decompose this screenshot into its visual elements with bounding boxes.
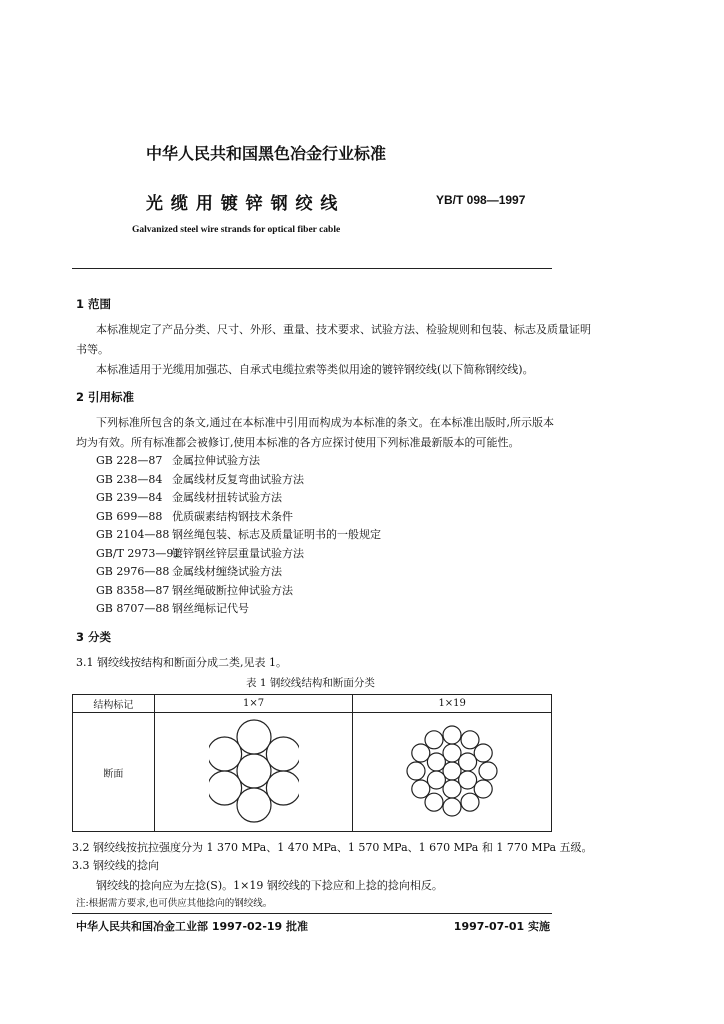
approval-statement: 中华人民共和国冶金工业部 1997-02-19 批准 (76, 920, 309, 933)
english-title: Galvanized steel wire strands for optical fiber cable (132, 225, 341, 235)
paragraph-line: 本标准规定了产品分类、尺寸、外形、重量、技术要求、试验方法、检验规则和包装、标志及质量证明 (96, 323, 591, 336)
reference-title: 金属线材缠绕试验方法 (172, 565, 282, 578)
note: 注:根据需方要求,也可供应其他捻向的钢绞线。 (76, 898, 273, 909)
section-heading: 2 引用标准 (76, 390, 135, 404)
reference-code: GB 699—88 (96, 509, 163, 523)
paragraph-line: 书等。 (76, 343, 109, 356)
reference-code: GB 228—87 (96, 454, 163, 467)
standard-number: YB/T 098—1997 (436, 193, 526, 207)
paragraph-line: 均为有效。所有标准都会被修订,使用本标准的各方应探讨使用下列标准最新版本的可能性。 (76, 436, 520, 449)
reference-item (96, 451, 381, 471)
reference-title: 金属拉伸试验方法 (172, 454, 260, 467)
reference-code: GB 239—84 (96, 491, 163, 504)
classification-table (72, 694, 552, 832)
reference-title: 钢丝绳标记代号 (172, 602, 249, 615)
section-heading: 3 分类 (76, 630, 112, 644)
reference-title: 镀锌钢丝锌层重量试验方法 (172, 546, 304, 560)
footer-rule (72, 913, 552, 914)
cross-section-1x19-diagram (402, 716, 502, 826)
section-heading: 1 范围 (76, 297, 112, 311)
reference-item (96, 470, 381, 490)
reference-title: 金属线材反复弯曲试验方法 (172, 472, 304, 486)
implementation-date: 1997-07-01 实施 (453, 920, 550, 933)
table-row (73, 713, 552, 832)
clause-3-3-text: 钢绞线的捻向应为左捻(S)。1×19 钢绞线的下捻应和上捻的捻向相反。 (96, 879, 443, 892)
table-header-cell: 结构标记 (73, 695, 155, 713)
header-rule (72, 268, 552, 269)
reference-item (96, 581, 381, 601)
table-row-label: 断面 (73, 713, 155, 832)
table-header-cell: 1×7 (154, 695, 353, 713)
cross-section-1x7-cell (154, 713, 353, 832)
cross-section-1x7-diagram (209, 716, 299, 826)
reference-code: GB 8707—88 (96, 602, 170, 615)
paragraph-line: 本标准适用于光缆用加强芯、自承式电缆拉索等类似用途的镀锌钢绞线(以下简称钢绞线)。 (96, 363, 534, 376)
reference-item (96, 507, 381, 527)
paragraph-line: 下列标准所包含的条文,通过在本标准中引用而构成为本标准的条文。在本标准出版时,所示版本 (96, 416, 554, 429)
reference-code: GB 2976—88 (96, 565, 170, 578)
reference-list (96, 451, 381, 619)
table-header-row (73, 695, 552, 713)
table-caption: 表 1 钢绞线结构和断面分类 (246, 677, 375, 689)
cross-section-1x19-cell (353, 713, 552, 832)
clause-3-2: 3.2 钢绞线按抗拉强度分为 1 370 MPa、1 470 MPa、1 570 MPa、1 670 MPa 和 1 770 MPa 五级。 (72, 841, 593, 854)
document-title: 光 缆 用 镀 锌 钢 绞 线 (146, 194, 339, 214)
reference-title: 钢丝绳破断拉伸试验方法 (172, 583, 293, 597)
reference-code: GB 2104—88 (96, 528, 170, 541)
standard-category: 中华人民共和国黑色冶金行业标准 (146, 144, 387, 163)
reference-code: GB 238—84 (96, 472, 163, 486)
table-header-cell: 1×19 (353, 695, 552, 713)
reference-item (96, 488, 381, 508)
reference-item (96, 544, 381, 564)
reference-item (96, 599, 381, 619)
reference-title: 金属线材扭转试验方法 (172, 491, 282, 504)
reference-code: GB/T 2973—91 (96, 546, 181, 560)
clause-3-1: 3.1 钢绞线按结构和断面分成二类,见表 1。 (76, 656, 287, 669)
reference-code: GB 8358—87 (96, 583, 170, 597)
clause-3-3-heading: 3.3 钢绞线的捻向 (72, 859, 159, 872)
reference-title: 钢丝绳包装、标志及质量证明书的一般规定 (172, 528, 381, 541)
reference-item (96, 525, 381, 545)
reference-item (96, 562, 381, 582)
reference-title: 优质碳素结构钢技术条件 (172, 509, 293, 523)
